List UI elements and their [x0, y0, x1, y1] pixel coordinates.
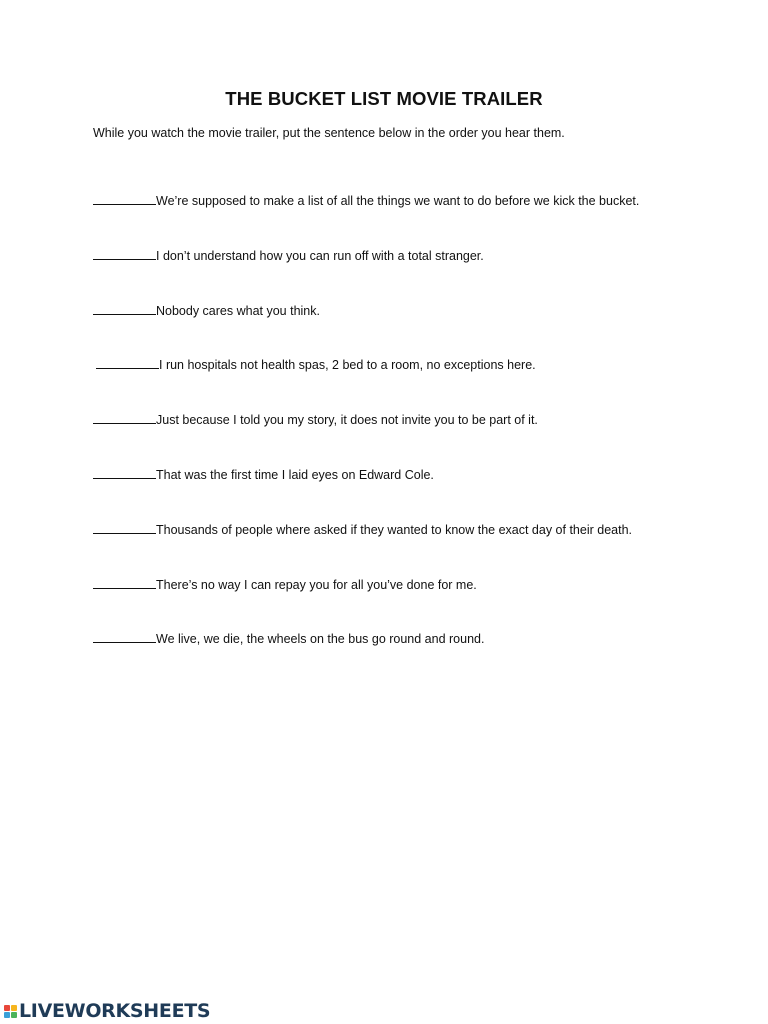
- answer-blank[interactable]: [93, 576, 156, 589]
- list-item: [93, 411, 639, 466]
- list-item: [93, 192, 639, 247]
- logo-tile: [4, 1005, 10, 1011]
- list-item: [93, 356, 639, 411]
- logo-tile: [11, 1012, 17, 1018]
- brand-name: LIVEWORKSHEETS: [19, 1000, 211, 1022]
- list-item: [93, 630, 639, 685]
- sentence-list: [93, 192, 639, 685]
- sentence-text: Thousands of people where asked if they wanted to know the exact day of their death.: [156, 522, 632, 537]
- sentence-text: I run hospitals not health spas, 2 bed to a room, no exceptions here.: [159, 358, 536, 373]
- sentence-text: We’re supposed to make a list of all the things we want to do before we kick the bucket.: [156, 194, 640, 208]
- sentence-text: Just because I told you my story, it does not invite you to be part of it.: [156, 413, 538, 428]
- list-item: [93, 302, 639, 357]
- liveworksheets-footer[interactable]: [4, 999, 210, 1023]
- answer-blank[interactable]: [93, 630, 156, 643]
- sentence-text: Nobody cares what you think.: [156, 303, 320, 318]
- sentence-text: There’s no way I can repay you for all you’ve done for me.: [156, 577, 477, 592]
- list-item: [93, 576, 639, 631]
- answer-blank[interactable]: [93, 247, 156, 260]
- answer-blank[interactable]: [96, 356, 159, 369]
- page-title: THE BUCKET LIST MOVIE TRAILER: [225, 88, 543, 109]
- answer-blank[interactable]: [93, 521, 156, 534]
- list-item: [93, 247, 639, 302]
- sentence-text: We live, we die, the wheels on the bus go round and round.: [156, 632, 485, 647]
- logo-tile: [4, 1012, 10, 1018]
- sentence-text: That was the first time I laid eyes on Edward Cole.: [156, 467, 434, 482]
- instruction-text: While you watch the movie trailer, put the sentence below in the order you hear them.: [93, 126, 565, 140]
- answer-blank[interactable]: [93, 302, 156, 315]
- answer-blank[interactable]: [93, 466, 156, 479]
- sentence-text: I don’t understand how you can run off with a total stranger.: [156, 248, 484, 263]
- logo-tile: [11, 1005, 17, 1011]
- list-item: [93, 521, 639, 576]
- liveworksheets-logo-icon: [4, 1005, 17, 1018]
- list-item: [93, 466, 639, 521]
- answer-blank[interactable]: [93, 411, 156, 424]
- answer-blank[interactable]: [93, 192, 156, 205]
